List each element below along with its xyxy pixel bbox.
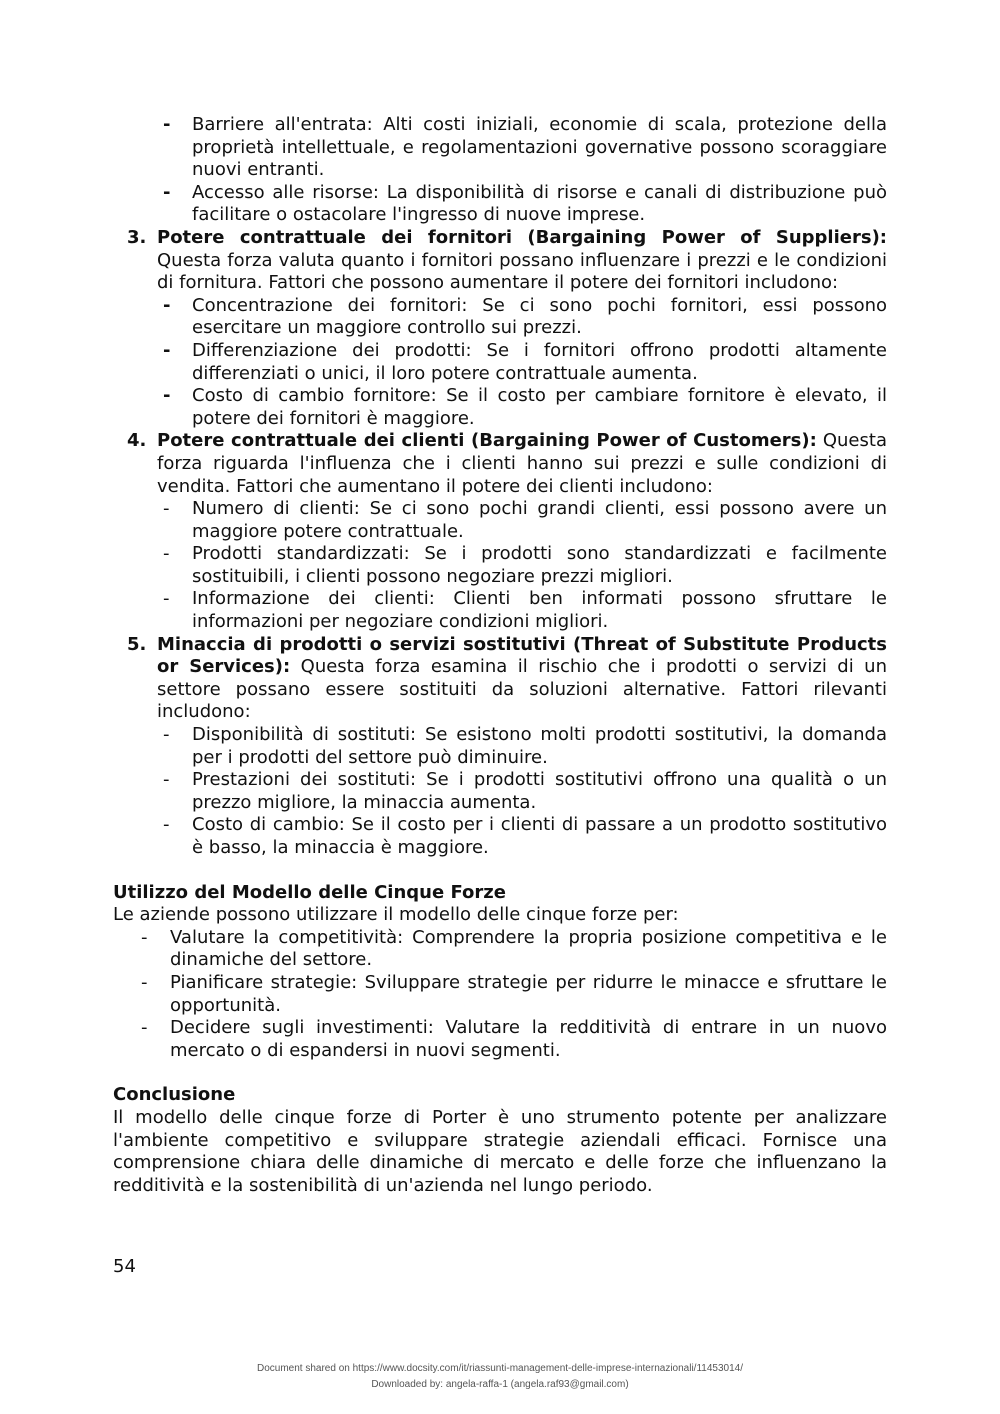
force-title: Potere contrattuale dei clienti (Bargaining Power of Customers): bbox=[157, 430, 817, 452]
force-item-customers bbox=[113, 430, 887, 498]
force-item-suppliers bbox=[113, 227, 887, 295]
list-item-text: Disponibilità di sostituti: Se esistono molti prodotti sostitutivi, la domanda per i prodotti del settore può diminuire. bbox=[192, 724, 887, 768]
footer-shared-link[interactable]: Document shared on https://www.docsity.com/it/riassunti-management-delle-imprese-internazionali/11453014/ bbox=[257, 1363, 743, 1374]
list-item bbox=[113, 498, 887, 543]
bullet-dash: - bbox=[163, 588, 170, 610]
list-item bbox=[113, 927, 887, 972]
list-item-text: Decidere sugli investimenti: Valutare la redditività di entrare in un nuovo mercato o di espandersi in nuovi segmenti. bbox=[170, 1017, 887, 1061]
spacer bbox=[113, 1062, 887, 1084]
list-item bbox=[113, 814, 887, 859]
list-item bbox=[113, 114, 887, 182]
force-title: Minaccia di prodotti o servizi sostitutivi (Threat of Substitute Products or Services): bbox=[157, 633, 887, 678]
list-item bbox=[113, 1017, 887, 1062]
list-item-text: Valutare la competitività: Comprendere la propria posizione competitiva e le dinamiche del settore. bbox=[170, 926, 887, 971]
force-item-substitutes bbox=[113, 634, 887, 724]
list-item bbox=[113, 295, 887, 340]
list-item bbox=[113, 724, 887, 769]
bullet-dash: - bbox=[163, 769, 170, 791]
list-item bbox=[113, 769, 887, 814]
list-item-text: Accesso alle risorse: La disponibilità di risorse e canali di distribuzione può facilitare o ostacolare l'ingresso di nuove imprese. bbox=[192, 181, 887, 226]
force-title: Potere contrattuale dei fornitori (Bargaining Power of Suppliers): bbox=[157, 226, 887, 248]
bullet-dash: - bbox=[163, 181, 171, 203]
list-item-text: Costo di cambio fornitore: Se il costo per cambiare fornitore è elevato, il potere dei fornitori è maggiore. bbox=[192, 385, 887, 429]
force-description: Questa forza riguarda l'influenza che i clienti hanno sui prezzi e sulle condizioni di vendita. Fattori che aumentano il potere dei clienti includono: bbox=[157, 430, 887, 497]
list-item bbox=[113, 182, 887, 227]
list-item bbox=[113, 972, 887, 1017]
section-heading-conclusion: Conclusione bbox=[113, 1084, 236, 1106]
bullet-dash: - bbox=[141, 1017, 148, 1039]
list-item-text: Costo di cambio: Se il costo per i clienti di passare a un prodotto sostitutivo è basso, la minaccia è maggiore. bbox=[192, 814, 887, 858]
page-number: 54 bbox=[113, 1256, 136, 1277]
document-body bbox=[113, 114, 887, 1197]
list-item-text: Numero di clienti: Se ci sono pochi grandi clienti, essi possono avere un maggiore potere contrattuale. bbox=[192, 498, 887, 542]
list-item-text: Prodotti standardizzati: Se i prodotti sono standardizzati e facilmente sostituibili, i clienti possono negoziare prezzi migliori. bbox=[192, 543, 887, 587]
bullet-dash: - bbox=[163, 543, 170, 565]
list-item-text: Barriere all'entrata: Alti costi iniziali, economie di scala, protezione della proprietà intellettuale, e regolamentazioni governative possono scoraggiare nuovi entranti. bbox=[192, 114, 887, 181]
list-item bbox=[113, 588, 887, 633]
footer-downloaded-by: Downloaded by: angela-raffa-1 (angela.raf93@gmail.com) bbox=[371, 1379, 629, 1390]
list-item-text: Prestazioni dei sostituti: Se i prodotti sostitutivi offrono una qualità o un prezzo migliore, la minaccia aumenta. bbox=[192, 769, 887, 813]
list-item bbox=[113, 543, 887, 588]
force-description: Questa forza valuta quanto i fornitori possano influenzare i prezzi e le condizioni di fornitura. Fattori che possono aumentare il potere dei fornitori includono: bbox=[157, 249, 887, 294]
bullet-dash: - bbox=[141, 971, 148, 993]
spacer bbox=[113, 860, 887, 882]
section-heading-usage: Utilizzo del Modello delle Cinque Forze bbox=[113, 881, 506, 903]
list-item bbox=[113, 385, 887, 430]
force-number: 3. bbox=[127, 226, 147, 248]
bullet-dash: - bbox=[141, 926, 148, 948]
list-item-text: Informazione dei clienti: Clienti ben informati possono sfruttare le informazioni per negoziare condizioni migliori. bbox=[192, 588, 887, 633]
bullet-dash: - bbox=[163, 339, 171, 361]
force-number: 4. bbox=[127, 430, 147, 452]
conclusion-paragraph: Il modello delle cinque forze di Porter è uno strumento potente per analizzare l'ambiente competitivo e sviluppare strategie aziendali efficaci. Fornisce una comprensione chiara delle dinamiche di mercato e delle forze che influenzano la redditività e la sostenibilità di un'azienda nel lungo periodo. bbox=[113, 1106, 887, 1196]
bullet-dash: - bbox=[163, 724, 170, 746]
bullet-dash: - bbox=[163, 294, 171, 316]
bullet-dash: - bbox=[163, 814, 170, 836]
list-item-text: Pianificare strategie: Sviluppare strategie per ridurre le minacce e sfruttare le opportunità. bbox=[170, 971, 887, 1016]
list-item-text: Concentrazione dei fornitori: Se ci sono pochi fornitori, essi possono esercitare un maggiore controllo sui prezzi. bbox=[192, 294, 887, 339]
list-item bbox=[113, 340, 887, 385]
section-intro: Le aziende possono utilizzare il modello delle cinque forze per: bbox=[113, 904, 679, 926]
bullet-dash: - bbox=[163, 114, 171, 135]
bullet-dash: - bbox=[163, 385, 171, 407]
bullet-dash: - bbox=[163, 498, 170, 520]
force-number: 5. bbox=[127, 633, 147, 655]
force-description: Questa forza esamina il rischio che i prodotti o servizi di un settore possano essere sostituiti da soluzioni alternative. Fattori rilevanti includono: bbox=[157, 656, 887, 723]
list-item-text: Differenziazione dei prodotti: Se i fornitori offrono prodotti altamente differenziati o unici, il loro potere contrattuale aumenta. bbox=[192, 339, 887, 384]
